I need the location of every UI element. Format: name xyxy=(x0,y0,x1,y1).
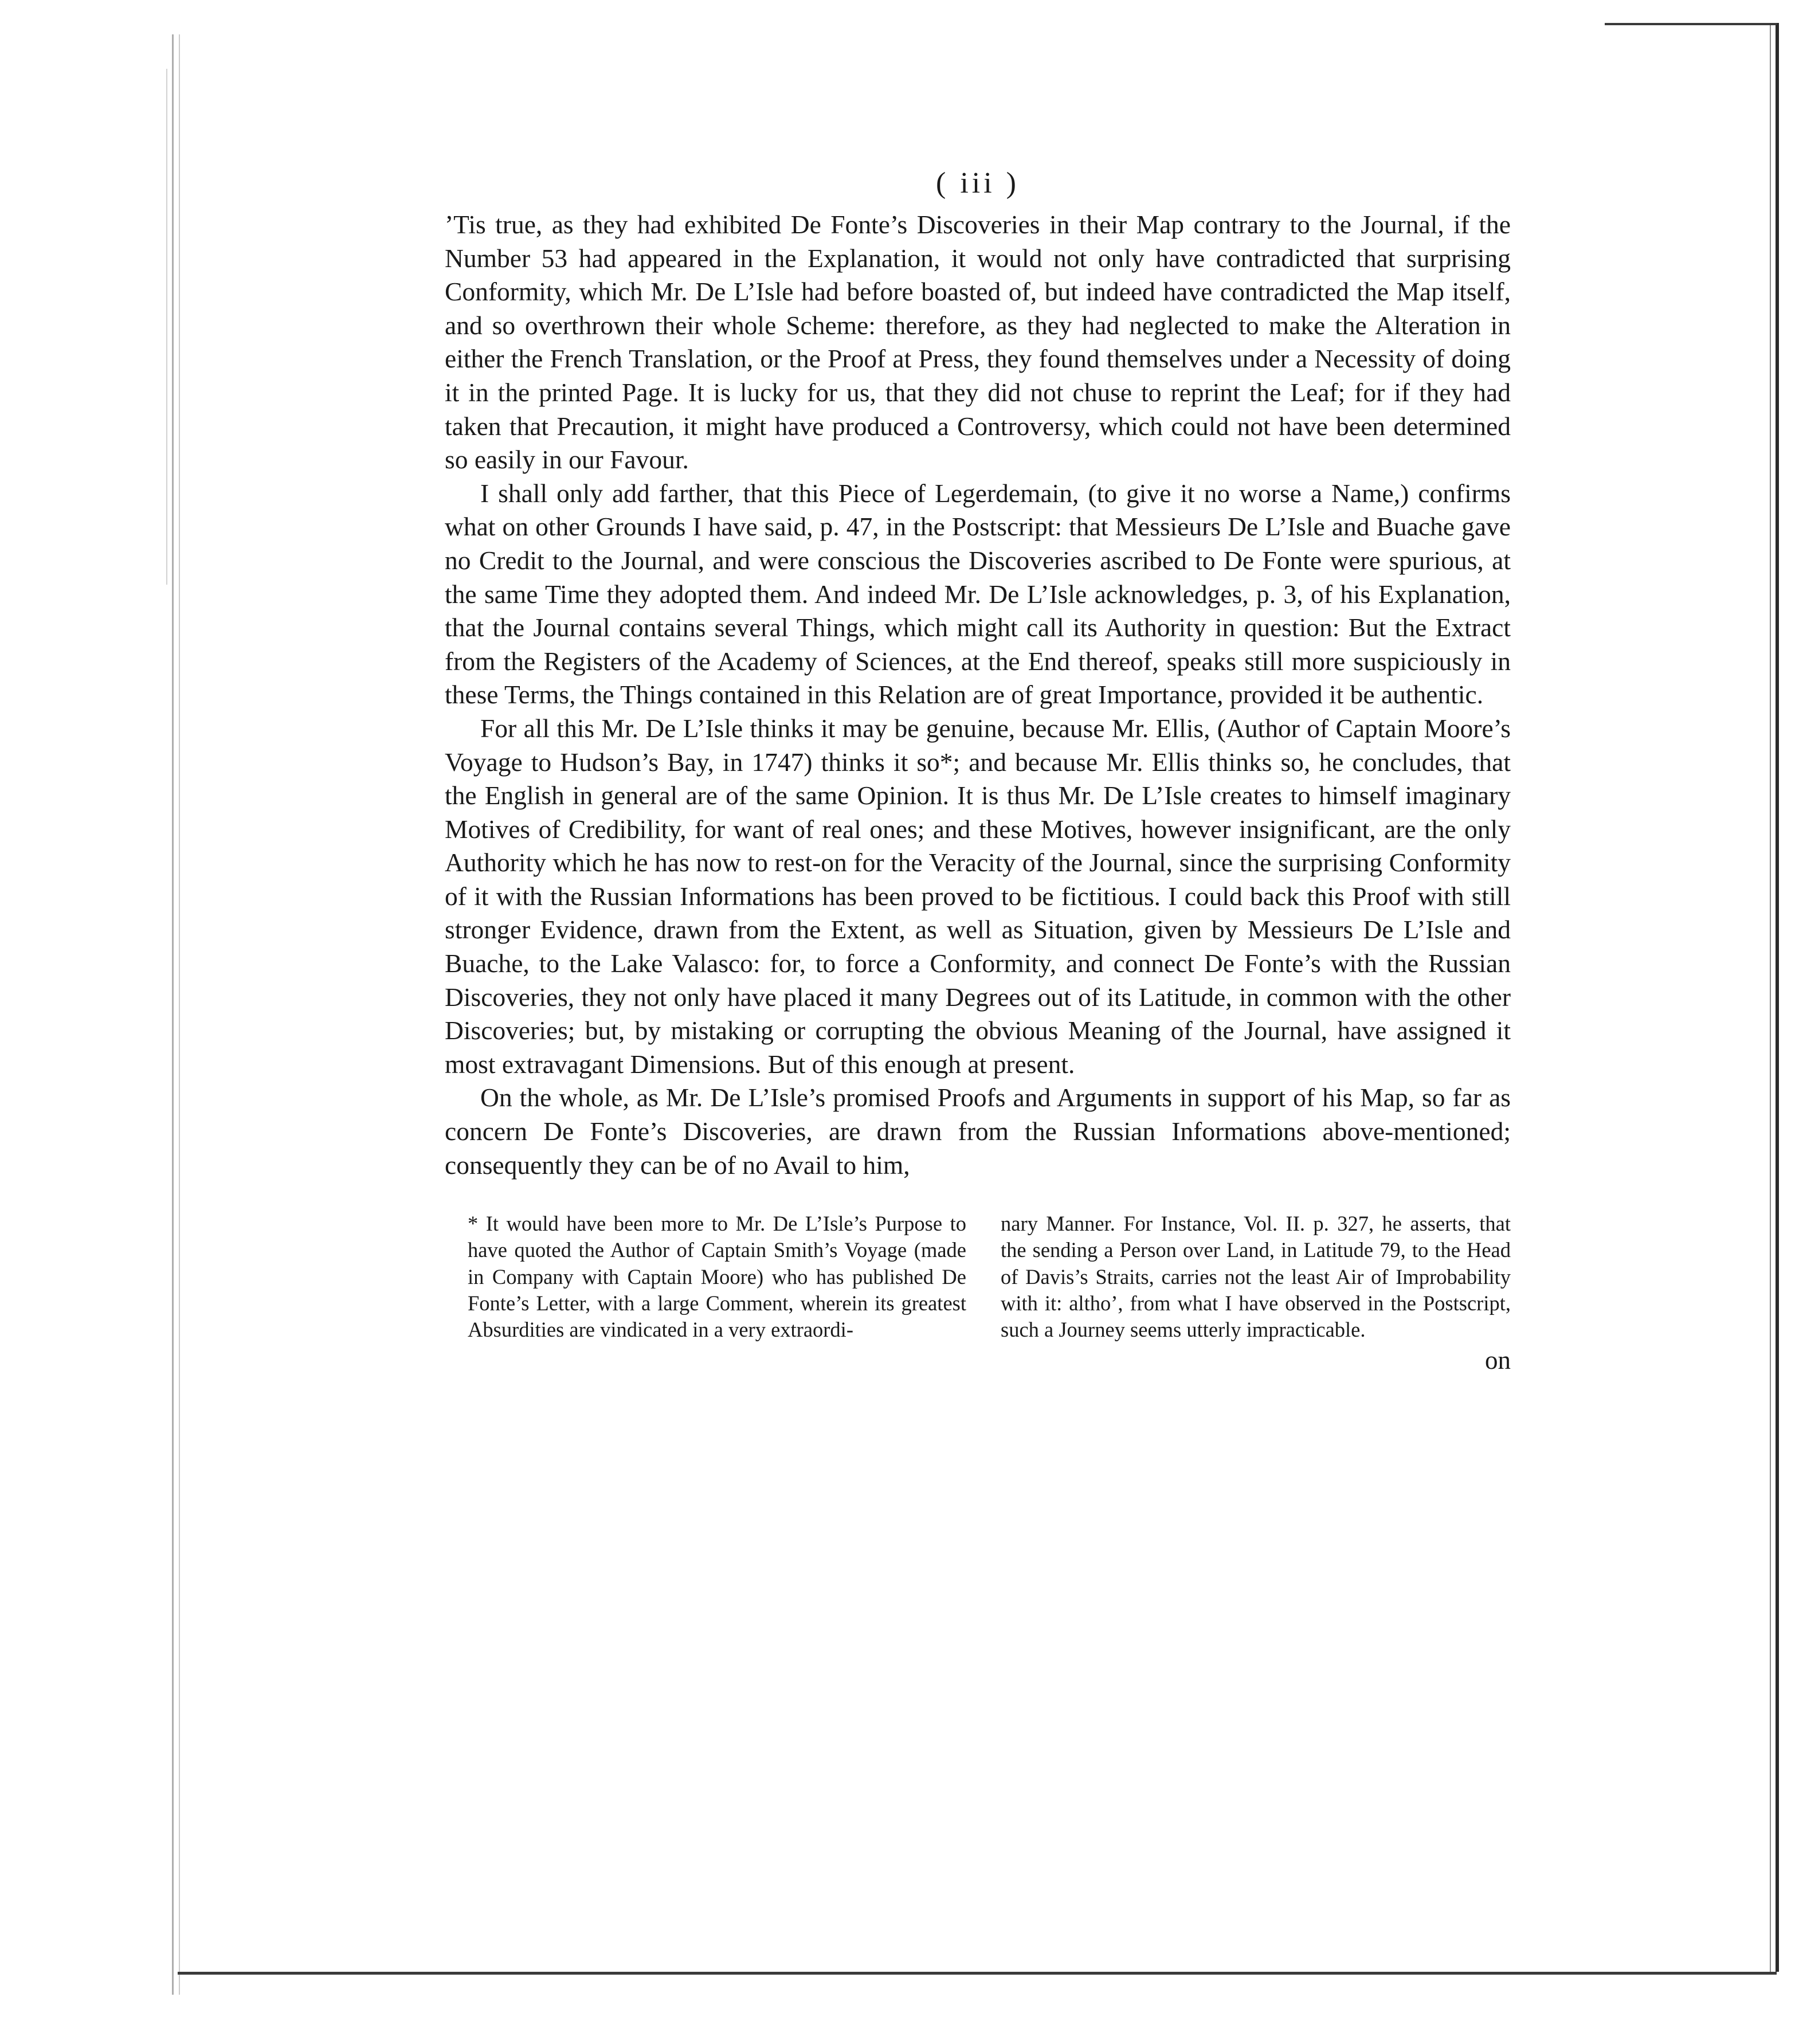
page-content xyxy=(445,166,1511,1375)
page-number: ( iii ) xyxy=(936,167,1020,199)
paragraph: I shall only add farther, that this Piece of Legerdemain, (to give it no worse a Name,) confirms what on other Grounds I have said, p. 47, in the Postscript: that Messieurs De L’Isle and Buache gave no Credit to the Journal, and were conscious the Discoveries ascribed to De Fonte were spurious, at the same Time they adopted them. And indeed Mr. De L’Isle acknowledges, p. 3, of his Explanation, that the Journal contains several Things, which might call its Authority in question: But the Extract from the Registers of the Academy of Sciences, at the End thereof, speaks still more suspiciously in these Terms, the Things contained in this Relation are of great Importance, provided it be authentic. xyxy=(445,478,1511,710)
page-bottom-border xyxy=(178,1972,1777,1975)
page-right-border xyxy=(1770,23,1771,1972)
binding-shadow-line xyxy=(179,34,180,1995)
footnote-left-column: * It would have been more to Mr. De L’Isle’s Purpose to have quoted the Author of Captain Smith’s Voyage (made in Company with Captain Moore) who has published De Fonte’s Letter, with a large Comment, wherein its greatest Absurdities are vindicated in a very extraordi- xyxy=(468,1212,966,1342)
page-right-border xyxy=(1776,23,1779,1972)
paragraph: ’Tis true, as they had exhibited De Fonte’s Discoveries in their Map contrary to the Journal, if the Number 53 had appeared in the Explanation, it would not only have contradicted that surprising Conformity, which Mr. De L’Isle had before boasted of, but indeed have contradicted the Map itself, and so overthrown their whole Scheme: therefore, as they had neglected to make the Alteration in either the French Translation, or the Proof at Press, they found themselves under a Necessity of doing it in the printed Page. It is lucky for us, that they did not chuse to reprint the Leaf; for if they had taken that Precaution, it might have produced a Controversy, which could not have been determined so easily in our Favour. xyxy=(445,210,1511,475)
paragraph: For all this Mr. De L’Isle thinks it may be genuine, because Mr. Ellis, (Author of Captain Moore’s Voyage to Hudson’s Bay, in 1747) thinks it so*; and because Mr. Ellis thinks so, he concludes, that the English in general are of the same Opinion. It is thus Mr. De L’Isle creates to himself imaginary Motives of Credibility, for want of real ones; and these Motives, however insignificant, are the only Authority which he has now to rest-on for the Veracity of the Journal, since the surprising Conformity of it with the Russian Informations has been proved to be fictitious. I could back this Proof with still stronger Evidence, drawn from the Extent, as well as Situation, given by Messieurs De L’Isle and Buache, to the Lake Valasco: for, to force a Conformity, and connect De Fonte’s with the Russian Discoveries, they not only have placed it many Degrees out of its Latitude, in common with the other Discoveries; but, by mistaking or corrupting the obvious Meaning of the Journal, have assigned it most extravagant Dimensions. But of this enough at present. xyxy=(445,713,1511,1079)
body-text xyxy=(445,208,1511,1182)
page-top-border xyxy=(1605,23,1777,25)
binding-shadow-line xyxy=(172,34,174,1995)
catchword: on xyxy=(1485,1346,1511,1375)
footnotes xyxy=(445,1211,1511,1343)
paragraph: On the whole, as Mr. De L’Isle’s promised Proofs and Arguments in support of his Map, so far as concern De Fonte’s Discoveries, are drawn from the Russian Informations above-mentioned; consequently they can be of no Avail to him, xyxy=(445,1083,1511,1180)
binding-shadow-line xyxy=(166,69,167,585)
footnote-right-column: nary Manner. For Instance, Vol. II. p. 327, he asserts, that the sending a Person over Land, in Latitude 79, to the Head of Davis’s Straits, carries not the least Air of Improbability with it: altho’, from what I have observed in the Postscript, such a Journey seems utterly impracticable. xyxy=(1001,1212,1511,1342)
